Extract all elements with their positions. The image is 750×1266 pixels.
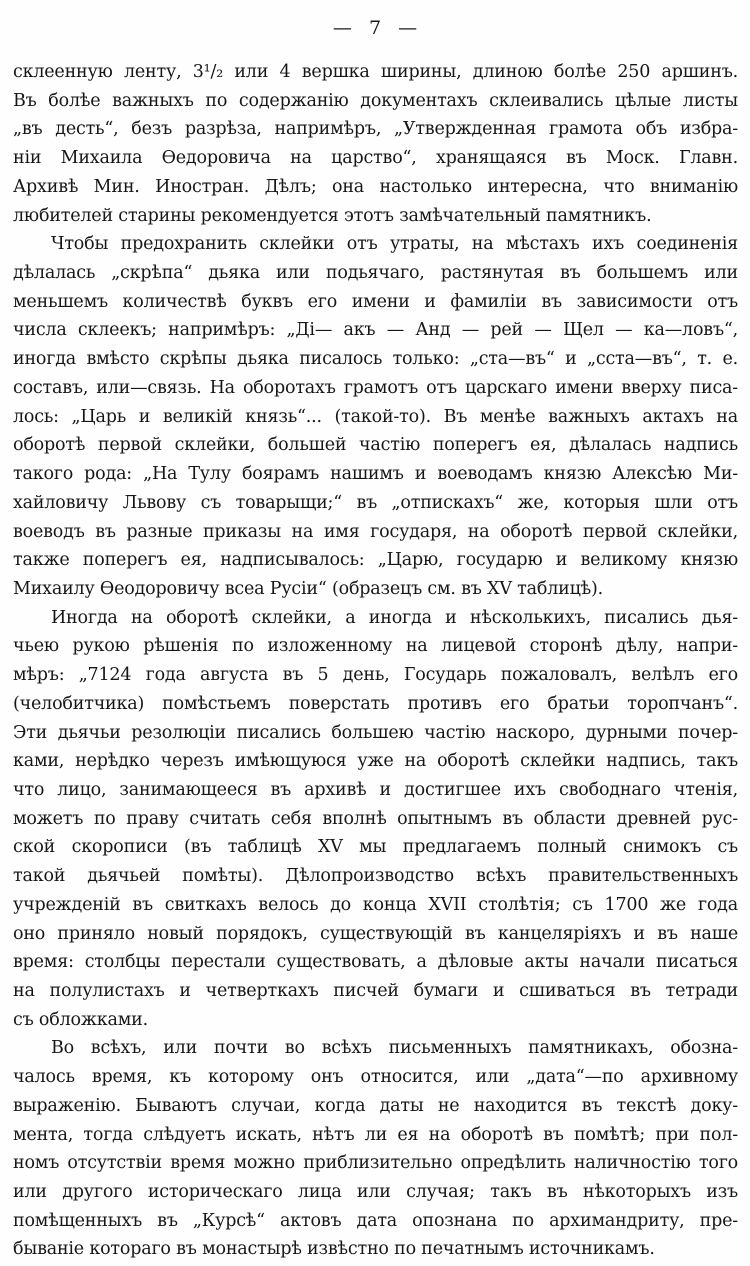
text-line: любителей старины рекомендуется этотъ замѣчательный памятникъ. [13, 205, 652, 226]
text-line: (челобитчика) помѣстьемъ поверстать противъ его братьи торопчанъ“. [13, 693, 738, 714]
text-line: помѣщенныхъ въ „Курсѣ“ актовъ дата опознана по архимандриту, пре- [13, 1210, 738, 1231]
text-line: иногда вмѣсто скрѣпы дьяка писалось только: „ста—въ“ и „сста—въ“, т. е. [13, 349, 738, 370]
text-line: дѣлалась „скрѣпа“ дьяка или подьячаго, растянутая въ большемъ или [13, 263, 738, 284]
text-line: составъ, или—связь. На оборотахъ грамотъ отъ царскаго имени вверху писа- [13, 377, 738, 398]
text-line: Эти дьячьи резолюціи писались большею частію наскоро, дурными почер- [13, 722, 738, 743]
text-line: Михаилу Ѳеодоровичу всеа Русіи“ (образецъ см. въ XV таблицѣ). [13, 578, 603, 599]
text-line: чалось время, къ которому онъ относится, или „дата“—по архивному [13, 1067, 738, 1088]
text-line: ками, нерѣдко черезъ имѣющуюся уже на оборотѣ склейки надпись, такъ [13, 751, 738, 772]
text-line: числа склеекъ; напримѣръ: „Ді— акъ — Анд — рей — Щел — ка—ловъ“, [13, 320, 738, 341]
text-line: Иногда на оборотѣ склейки, а иногда и нѣсколькихъ, писались дья- [51, 607, 738, 628]
text-line: можетъ по праву считать себя вполнѣ опытнымъ въ области древней рус- [13, 808, 738, 829]
text-line: Архивѣ Мин. Иностран. Дѣлъ; она настолько интересна, что вниманію [13, 176, 738, 197]
text-line: также поперегъ ея, надписывалось: „Царю, государю и великому князю [13, 550, 738, 571]
paragraph [13, 604, 738, 1035]
text-line: номъ отсутствіи время можно приблизительно опредѣлить наличностію того [13, 1153, 738, 1174]
text-line: ской скорописи (въ таблицѣ XV мы предлагаемъ полный снимокъ съ [13, 837, 738, 858]
paragraph [13, 230, 738, 603]
paragraph [13, 58, 738, 230]
text-line: мента, тогда слѣдуетъ искать, нѣтъ ли ея на оборотѣ въ помѣтѣ; при пол- [13, 1124, 738, 1145]
text-line: съ обложками. [13, 1009, 148, 1030]
text-line: бываніе котораго въ монастырѣ извѣстно по печатнымъ источникамъ. [13, 1239, 655, 1260]
text-line: оборотѣ первой склейки, большей частію поперегъ ея, дѣлалась надпись [13, 435, 738, 456]
text-line: ніи Михаила Ѳедоровича на царство“, хранящаяся въ Моск. Главн. [13, 148, 738, 169]
text-line: что лицо, занимающееся въ архивѣ и достигшее ихъ свободнаго чтенія, [13, 779, 738, 800]
paragraph [13, 1034, 738, 1264]
text-line: такой дьячьей помѣты). Дѣлопроизводство всѣхъ правительственныхъ [13, 866, 738, 887]
text-line: Во всѣхъ, или почти во всѣхъ письменныхъ памятникахъ, обозна- [51, 1038, 738, 1059]
text-line: „въ десть“, безъ разрѣза, напримѣръ, „Утвержденная грамота объ избра- [13, 119, 738, 140]
text-line: учрежденій въ свиткахъ велось до конца XVII столѣтія; съ 1700 же года [13, 894, 738, 915]
text-line: выраженію. Бываютъ случаи, когда даты не находится въ текстѣ доку- [13, 1095, 738, 1116]
text-line: Чтобы предохранить склейки отъ утраты, на мѣстахъ ихъ соединенія [51, 234, 738, 255]
text-line: на полулистахъ и четверткахъ писчей бумаги и сшиваться въ тетради [13, 981, 738, 1001]
text-line: Въ болѣе важныхъ по содержанію документахъ склеивались цѣлые листы [13, 90, 738, 111]
text-line: мѣръ: „7124 года августа въ 5 день, Государь пожаловалъ, велѣлъ его [13, 665, 738, 686]
text-line: такого рода: „На Тулу боярамъ нашимъ и воеводамъ князю Алексѣю Ми- [13, 464, 738, 485]
text-line: лось: „Царь и великій князь“... (такой-то). Въ менѣе важныхъ актахъ на [13, 406, 738, 427]
text-line: время: столбцы перестали существовать, а дѣловые акты начали писаться [13, 952, 738, 973]
text-line: или другого историческаго лица или случая; такъ въ нѣкоторыхъ изъ [13, 1182, 738, 1203]
text-line: склеенную ленту, 3¹/₂ или 4 вершка ширины, длиною болѣе 250 аршинъ. [13, 62, 738, 82]
text-line: хайловичу Львову съ товарыщи;“ въ „отпискахъ“ же, которыя шли отъ [13, 492, 738, 513]
page-number: — 7 — [332, 17, 419, 39]
text-block [13, 58, 738, 1264]
text-line: воеводъ въ разные приказы на имя государя, на оборотѣ первой склейки, [13, 521, 738, 542]
text-line: оно приняло новый порядокъ, существующій въ канцеляріяхъ и въ наше [13, 923, 738, 944]
text-line: меньшемъ количествѣ буквъ его имени и фамиліи въ зависимости отъ [13, 291, 738, 312]
text-line: чьею рукою рѣшенія по изложенному на лицевой сторонѣ дѣлу, напри- [13, 636, 738, 657]
